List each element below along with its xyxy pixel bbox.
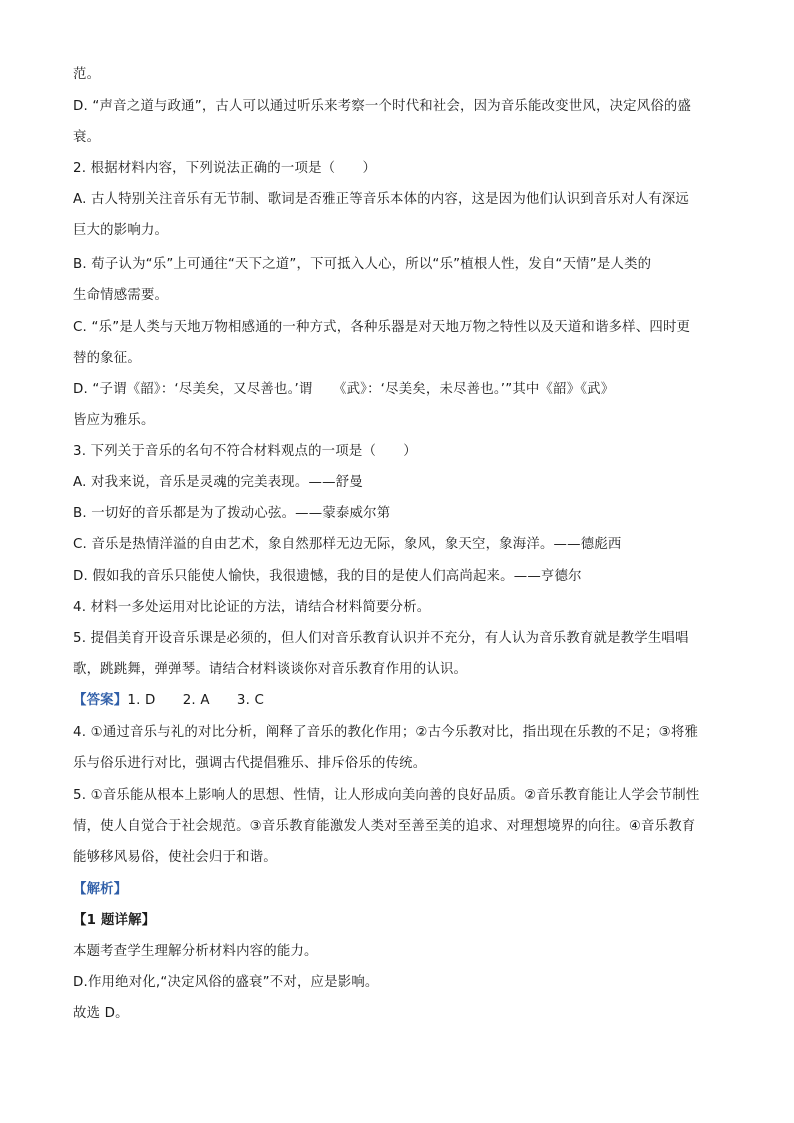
- text-line: 巨大的影响力。: [73, 223, 169, 238]
- question-4: 4. 材料一多处运用对比论证的方法，请结合材料简要分析。: [73, 600, 431, 615]
- text-line: 歌，跳跳舞，弹弹琴。请结合材料谈谈你对音乐教育作用的认识。: [73, 662, 468, 677]
- text-line: 乐与俗乐进行对比，强调古代提倡雅乐、排斥俗乐的传统。: [73, 756, 427, 771]
- answer-4: 4. ①通过音乐与礼的对比分析，阐释了音乐的教化作用；②古今乐教对比，指出现在乐教的不足；③将雅: [73, 725, 699, 740]
- text-line: 能够移风易俗，使社会归于和谐。: [73, 850, 277, 865]
- option-c-q2: C. “乐”是人类与天地万物相感通的一种方式，各种乐器是对天地万物之特性以及天道和谐多样、四时更: [73, 320, 691, 335]
- option-b-q2: B. 荀子认为“乐”上可通往“天下之道”，下可抵入人心，所以“乐”植根人性，发自“天情”是人类的: [73, 257, 652, 272]
- option-c-q3: C. 音乐是热情洋溢的自由艺术，象自然那样无边无际，象风，象天空，象海洋。——德彪西: [73, 537, 622, 552]
- detail-text: 故选 D。: [73, 1006, 129, 1021]
- detail-text: 本题考查学生理解分析材料内容的能力。: [73, 944, 318, 959]
- option-d-q3: D. 假如我的音乐只能使人愉快，我很遗憾，我的目的是使人们高尚起来。——亨德尔: [73, 569, 582, 584]
- detail-heading: 【1 题详解】: [73, 913, 156, 928]
- option-a-q2: A. 古人特别关注音乐有无节制、歌词是否雅正等音乐本体的内容，这是因为他们认识到音乐对人有深远: [73, 192, 690, 207]
- option-a-q3: A. 对我来说，音乐是灵魂的完美表现。——舒曼: [73, 475, 363, 490]
- answer-tag: 【答案】: [73, 693, 128, 708]
- answer-5: 5. ①音乐能从根本上影响人的思想、性情，让人形成向美向善的良好品质。②音乐教育能让人学会节制性: [73, 788, 700, 803]
- text-line: 情，使人自觉合于社会规范。③音乐教育能激发人类对至善至美的追求、对理想境界的向往。④音乐教育: [73, 819, 696, 834]
- text-line: 生命情感需要。: [73, 288, 169, 303]
- answer-text: 1. D 2. A 3. C: [127, 693, 265, 708]
- question-5: 5. 提倡美育开设音乐课是必须的，但人们对音乐教育认识并不充分，有人认为音乐教育就是教学生唱唱: [73, 631, 689, 646]
- option-d-q1: D. “声音之道与政通”，古人可以通过听乐来考察一个时代和社会，因为音乐能改变世风，决定风俗的盛: [73, 99, 692, 114]
- text-line: 衰。: [73, 130, 101, 145]
- question-2: 2. 根据材料内容，下列说法正确的一项是（ ）: [73, 161, 377, 176]
- question-3: 3. 下列关于音乐的名句不符合材料观点的一项是（ ）: [73, 444, 417, 459]
- text-line: 范。: [73, 67, 101, 82]
- detail-text: D.作用绝对化,“决定风俗的盛衰”不对，应是影响。: [73, 975, 379, 990]
- text-line: 替的象征。: [73, 351, 141, 366]
- option-b-q3: B. 一切好的音乐都是为了拨动心弦。——蒙泰威尔第: [73, 506, 391, 521]
- option-d-q2: D. “子谓《韶》：‘尽美矣，又尽善也。’谓 《武》：‘尽美矣，未尽善也。’”其中《韶》《武》: [73, 382, 615, 397]
- answer-line: [73, 692, 725, 710]
- analysis-tag: 【解析】: [73, 882, 128, 897]
- text-line: 皆应为雅乐。: [73, 413, 155, 428]
- analysis-heading: [73, 881, 725, 899]
